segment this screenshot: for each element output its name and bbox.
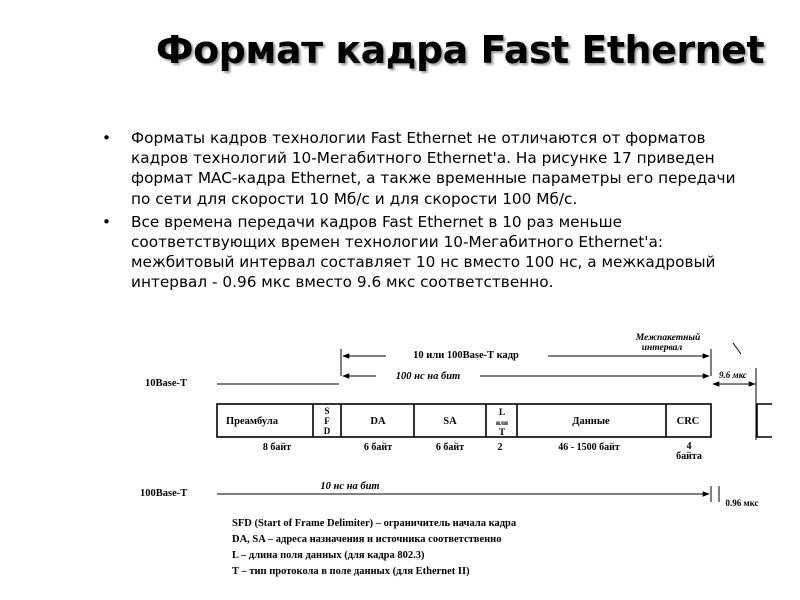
ifg-100-label: 0.96 мкс bbox=[725, 498, 759, 508]
frame-box bbox=[217, 404, 711, 437]
field-name-data: Данные bbox=[572, 416, 610, 427]
bit-time-10-label: 100 нс на бит bbox=[395, 371, 461, 382]
field-name-sfd-f: F bbox=[324, 416, 330, 426]
bullet-text: Форматы кадров технологии Fast Ethernet не отличаются от форматов кадров технологий 10-Мегабитного Ethernet'а. На рисунке 17 приведен формат MAC-кадра Ethernet, а также временные параметры его передачи по сети для скорости 10 Мб/с и для скорости 100 Мб/с. bbox=[131, 129, 736, 208]
field-name-or: или bbox=[496, 419, 508, 427]
field-size-data: 46 - 1500 байт bbox=[558, 442, 620, 453]
bullet-dot-icon: • bbox=[102, 212, 112, 231]
field-size-sa: 6 байт bbox=[435, 442, 465, 453]
field-name-t: T bbox=[498, 428, 506, 438]
interpacket-pointer bbox=[733, 343, 741, 354]
interpacket-label-line2: интервал bbox=[641, 343, 683, 353]
row-label-100base: 100Base-T bbox=[140, 488, 188, 499]
next-frame-bracket bbox=[757, 404, 772, 437]
field-name-l: L bbox=[498, 408, 506, 418]
field-size-lt: 2 bbox=[497, 442, 503, 453]
interpacket-label-line1: Межпакетный bbox=[635, 333, 701, 343]
field-size-crc-2: байта bbox=[676, 451, 702, 462]
field-size-crc-1: 4 bbox=[686, 441, 692, 452]
bullet-dot-icon: • bbox=[102, 129, 112, 147]
field-size-preamble: 8 байт bbox=[262, 442, 292, 453]
field-size-da: 6 байт bbox=[363, 442, 393, 453]
ifg-10-label: 9.6 мкс bbox=[719, 370, 747, 380]
field-name-sfd-d: D bbox=[323, 426, 331, 436]
field-name-sa: SA bbox=[443, 416, 457, 427]
field-name-preamble: Преамбула bbox=[225, 416, 279, 427]
field-name-sfd-s: S bbox=[324, 406, 330, 416]
legend-da-sa: DA, SA – адреса назначения и источника соответственно bbox=[232, 534, 502, 545]
bit-time-100-label: 10 нс на бит bbox=[320, 481, 380, 492]
frame-label: 10 или 100Base-T кадр bbox=[413, 350, 519, 361]
legend-type: T – тип протокола в поле данных (для Ethernet II) bbox=[232, 566, 470, 577]
slide-title: Формат кадра Fast Ethernet bbox=[155, 28, 765, 72]
bullet-text: Все времена передачи кадров Fast Ethernet в 10 раз меньше соответствующих времен технологии 10-Мегабитного Ethernet'а: межбитовый интервал составляет 10 нс вместо 100 нс, а межкадровый интервал - 0.96 мкс вместо 9.6 мкс соответственно. bbox=[131, 212, 716, 292]
field-name-da: DA bbox=[370, 416, 386, 427]
row-label-10base: 10Base-T bbox=[145, 378, 187, 389]
field-name-crc: CRC bbox=[676, 416, 700, 427]
legend-length: L – длина поля данных (для кадра 802.3) bbox=[232, 550, 425, 561]
legend-sfd: SFD (Start of Frame Delimiter) – ограничитель начала кадра bbox=[232, 518, 517, 529]
